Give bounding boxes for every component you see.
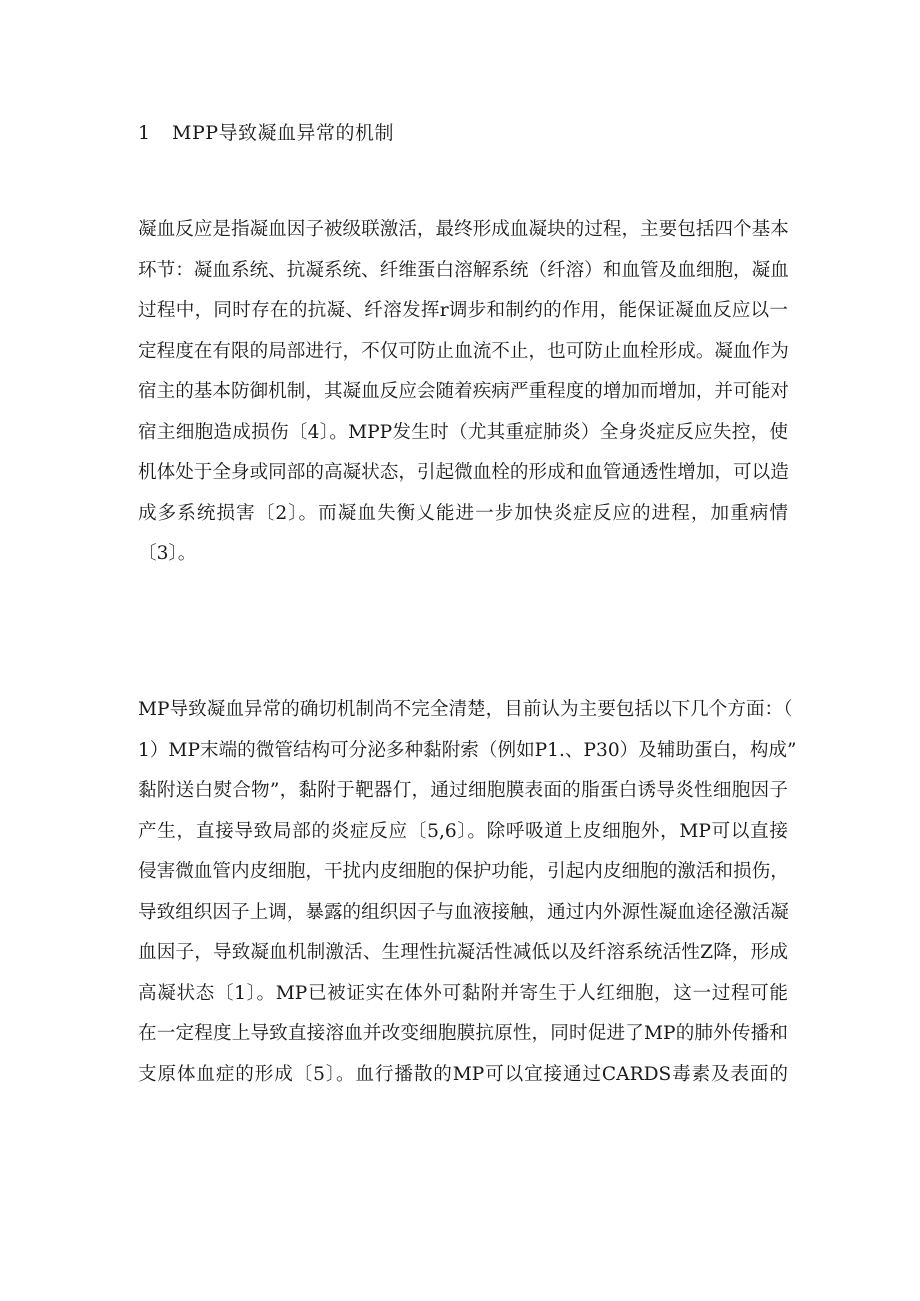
- section-heading: [138, 118, 394, 145]
- text-line: 过程中，同时存在的抗凝、纤溶发挥r调步和制约的作用，能保证凝血反应以一: [138, 300, 788, 321]
- text-line: 黏附送白熨合物”，黏附于靶器仃，通过细胞膜表面的脂蛋白诱导炎性细胞因子: [138, 780, 788, 801]
- text-line: 成多系统损害〔2〕。而凝血失衡乂能进一步加快炎症反应的进程，加重病情: [138, 502, 788, 524]
- paragraph-coagulation-overview: [138, 210, 788, 575]
- text-line: MP导致凝血异常的确切机制尚不完全清楚，目前认为主要包括以下几个方面：（: [138, 699, 793, 720]
- paragraph-mp-mechanism: [138, 690, 797, 1095]
- text-line: 侵害微血管内皮细胞，干扰内皮细胞的保护功能，引起内皮细胞的激活和损伤，: [138, 861, 789, 882]
- text-line: 机体处于全身或同部的高凝状态，引起微血栓的形成和血管通透性增加，可以造: [138, 462, 789, 483]
- text-line: 凝血反应是指凝血因子被级联激活，最终形成血凝块的过程，主要包括四个基本: [138, 219, 789, 240]
- text-line: 导致组织因子上调，暴露的组织因子与血液接触，通过内外源性凝血途径激活凝: [138, 901, 789, 923]
- text-line: 血因子，导致凝血机制激活、生理性抗凝活性减低以及纤溶系统活性Z降，形成: [138, 942, 788, 963]
- text-line: 环节：凝血系统、抗凝系统、纤维蛋白溶解系统（纤溶）和血管及血细胞，凝血: [138, 259, 789, 281]
- text-line: 支原体血症的形成〔5〕。血行播散的MP可以宜接通过CARDS毒素及表面的: [138, 1063, 788, 1085]
- text-line: 1）MP末端的微管结构可分泌多种黏附索（例如P1.、P30）及辅助蛋白，构成”: [138, 739, 797, 761]
- text-line: 在一定程度上导致直接溶血并改变细胞膜抗原性，同时促进了MP的肺外传播和: [138, 1023, 788, 1044]
- text-line: 高凝状态〔1〕。MP已被证实在体外可黏附并寄生于人红细胞，这一过程可能: [138, 982, 788, 1004]
- text-line: 宿主细胞造成损伤〔4〕。MPP发生时（尤其重症肺炎）全身炎症反应失控，使: [138, 421, 788, 443]
- text-line: 定程度在有限的局部进行，不仅可防止血流不止，也可防止血栓形成。凝血作为: [138, 340, 789, 362]
- text-line: 〔3〕。: [138, 543, 197, 564]
- text-line: 产生，直接导致局部的炎症反应〔5,6〕。除呼吸道上皮细胞外，MP可以直接: [138, 820, 788, 842]
- section-title: MPP导致凝血异常的机制: [172, 122, 395, 144]
- text-line: 宿主的基本防御机制，其凝血反应会随着疾病严重程度的增加而增加，并可能对: [138, 381, 789, 402]
- section-number: 1: [138, 122, 151, 144]
